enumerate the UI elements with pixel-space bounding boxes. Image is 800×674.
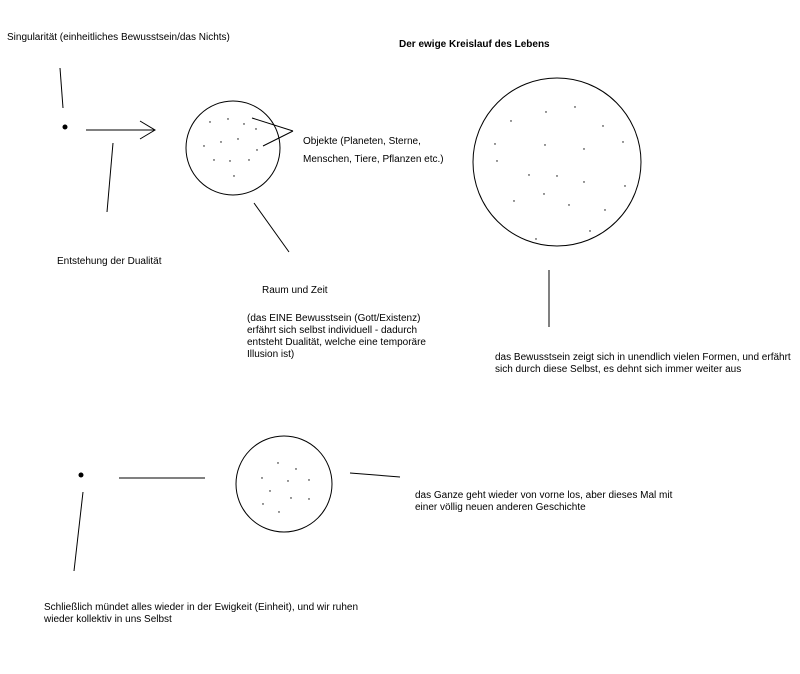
singularity-point <box>63 125 68 130</box>
final-singularity-point <box>79 473 84 478</box>
expansion-line-2: sich durch diese Selbst, es dehnt sich immer weiter aus <box>495 364 742 375</box>
explanation-line-3: entsteht Dualität, welche eine temporäre <box>247 337 426 348</box>
objects-label-line-2: Menschen, Tiere, Pflanzen etc.) <box>303 154 444 165</box>
end-text <box>44 602 358 626</box>
explanation-line-2: erfährt sich selbst individuell - dadurch <box>247 325 418 336</box>
expanded-universe-circle <box>473 78 641 246</box>
diagram-title: Der ewige Kreislauf des Lebens <box>399 39 550 50</box>
early-universe-circle <box>186 101 280 195</box>
duality-label: Entstehung der Dualität <box>57 256 162 267</box>
restart-text <box>415 490 672 514</box>
duality-pointer-line <box>107 143 113 212</box>
restart-line-2: einer völlig neuen anderen Geschichte <box>415 502 586 513</box>
explanation-line-1: (das EINE Bewusstsein (Gott/Existenz) <box>247 313 421 324</box>
end-line-2: wieder kollektiv in uns Selbst <box>44 614 172 625</box>
new-universe-circle <box>236 436 332 532</box>
objects-label <box>303 136 444 166</box>
singularity-label: Singularität (einheitliches Bewusstsein/das Nichts) <box>7 32 230 43</box>
space-time-pointer-line <box>254 203 289 252</box>
restart-line-1: das Ganze geht wieder von vorne los, aber dieses Mal mit <box>415 490 673 501</box>
objects-label-line-1: Objekte (Planeten, Sterne, <box>303 136 421 147</box>
explanation-text <box>247 313 426 361</box>
space-time-label: Raum und Zeit <box>262 285 328 296</box>
restart-pointer-line <box>350 473 400 477</box>
explanation-line-4: Illusion ist) <box>247 349 295 360</box>
end-pointer-line <box>74 492 83 571</box>
end-line-1: Schließlich mündet alles wieder in der Ewigkeit (Einheit), und wir ruhen <box>44 602 359 613</box>
expansion-line-1: das Bewusstsein zeigt sich in unendlich vielen Formen, und erfährt <box>495 352 791 363</box>
singularity-pointer-line <box>60 68 63 108</box>
expansion-text <box>495 352 791 376</box>
